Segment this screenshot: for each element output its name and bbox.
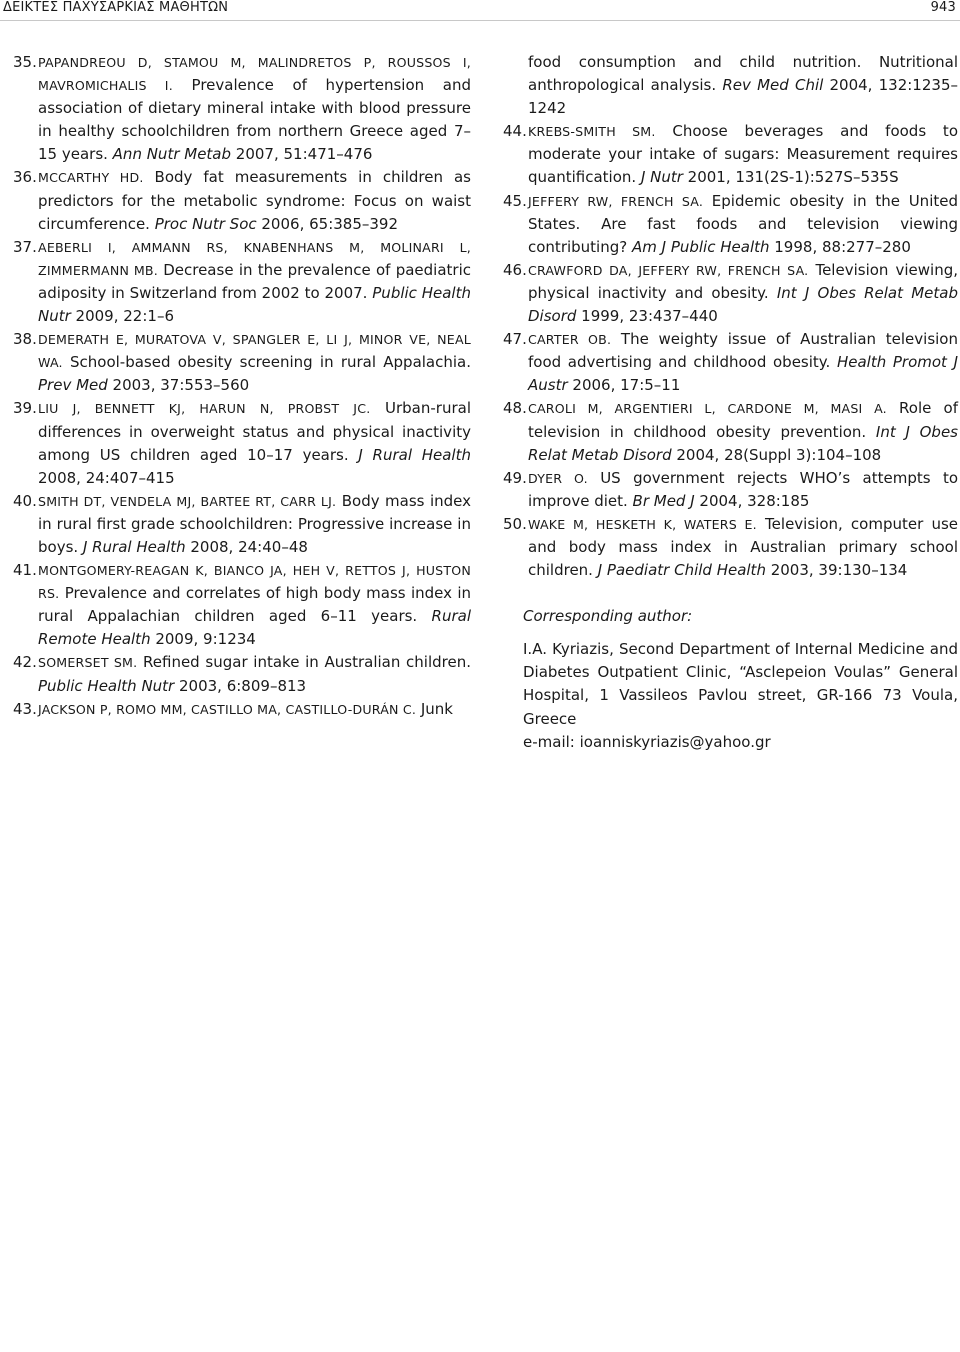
running-title: ΔΕΙΚΤΕΣ ΠΑΧΥΣΑΡΚΙΑΣ ΜΑΘΗΤΩΝ <box>3 0 229 15</box>
reference-journal: J Paediatr Child Health <box>597 561 766 580</box>
reference-details: 2006, 65:385–392 <box>256 214 399 233</box>
reference-title: Body fat measurements in children as predictors for the metabolic syndrome: Focus on waist circumference. <box>38 168 471 233</box>
reference-authors: LIU J, BENNETT KJ, HARUN N, PROBST JC. <box>38 401 371 417</box>
reference-journal: Br Med J <box>632 491 695 510</box>
reference-body <box>38 559 471 651</box>
reference-number: 49. <box>503 468 527 487</box>
reference-journal: Ann Nutr Metab <box>112 145 232 164</box>
reference-authors: CARTER OB. <box>528 332 612 348</box>
reference-body <box>528 190 958 259</box>
reference-journal: Am J Public Health <box>631 237 770 256</box>
reference-item <box>13 166 471 235</box>
reference-number: 35. <box>13 53 37 71</box>
reference-item <box>503 513 958 582</box>
reference-details: 1998, 88:277–280 <box>769 237 911 256</box>
reference-authors: MCCARTHY HD. <box>38 170 144 186</box>
reference-body <box>528 328 958 397</box>
reference-title: Junk <box>416 699 453 718</box>
reference-details: 2006, 17:5–11 <box>567 376 681 395</box>
reference-body <box>503 51 958 120</box>
reference-item <box>13 490 471 559</box>
reference-title: Role of television in childhood obesity prevention. <box>528 399 958 441</box>
reference-journal: J Rural Health <box>358 445 471 464</box>
reference-number: 41. <box>13 561 37 580</box>
reference-title: Television viewing, physical inactivity and obesity. <box>528 260 958 302</box>
reference-body <box>38 698 471 721</box>
reference-item <box>503 120 958 189</box>
reference-title: The weighty issue of Australian television food advertising and childhood obesity. <box>528 330 958 372</box>
reference-number: 37. <box>13 237 37 256</box>
reference-details: 2003, 37:553–560 <box>107 376 250 395</box>
reference-title: Epidemic obesity in the United States. Are fast foods and television viewing contributing? <box>528 191 958 256</box>
reference-number: 50. <box>503 514 527 533</box>
reference-title: Body mass index in rural first grade schoolchildren: Progressive increase in boys. <box>38 491 471 556</box>
reference-body <box>38 651 471 697</box>
reference-journal: Public Health Nutr <box>38 676 175 695</box>
reference-body <box>528 467 958 513</box>
reference-body <box>38 51 471 166</box>
corresponding-author-label: Corresponding author: <box>523 607 693 626</box>
reference-journal: Public Health Nutr <box>38 283 471 326</box>
corresponding-author-block <box>503 638 958 753</box>
reference-number: 43. <box>13 699 37 718</box>
reference-item <box>13 698 471 721</box>
reference-journal: Prev Med <box>38 376 108 395</box>
reference-authors: CRAWFORD DA, JEFFERY RW, FRENCH SA. <box>528 262 809 278</box>
reference-details: 2004, 328:185 <box>694 491 810 510</box>
reference-title: US government rejects WHO’s attempts to improve diet. <box>528 468 958 510</box>
reference-details: 2003, 6:809–813 <box>174 676 307 695</box>
reference-authors: SMITH DT, VENDELA MJ, BARTEE RT, CARR LJ. <box>38 493 337 509</box>
reference-item <box>13 651 471 697</box>
reference-number: 44. <box>503 122 527 141</box>
reference-authors: DYER O. <box>528 470 588 486</box>
reference-authors: PAPANDREOU D, STAMOU M, MALINDRETOS P, ROUSSOS I, MAVROMICHALIS I. <box>38 55 471 94</box>
reference-title: Television, computer use and body mass index in Australian primary school children. <box>528 514 958 580</box>
reference-journal: Proc Nutr Soc <box>154 214 257 233</box>
reference-item <box>503 467 958 513</box>
corresponding-author-email: e-mail: ioanniskyriazis@yahoo.gr <box>523 732 771 751</box>
reference-authors: KREBS-SMITH SM. <box>528 124 656 140</box>
reference-title: School-based obesity screening in rural Appalachia. <box>62 353 471 372</box>
corresponding-author-address: I.A. Kyriazis, Second Department of Internal Medicine and Diabetes Outpatient Clinic, “Asclepeion Voulas” General Hospital, 1 Vassileos Pavlou street, GR-166 73 Voula, Greece <box>523 640 958 728</box>
reference-body <box>38 166 471 235</box>
reference-authors: JACKSON P, ROMO MM, CASTILLO MA, CASTILLO-DURÁN C. <box>38 701 417 717</box>
reference-authors: WAKE M, HESKETH K, WATERS E. <box>528 516 757 532</box>
reference-item <box>13 328 471 397</box>
reference-item <box>503 328 958 397</box>
reference-authors: DEMERATH E, MURATOVA V, SPANGLER E, LI J, MINOR VE, NEAL WA. <box>38 332 471 371</box>
reference-number: 36. <box>13 168 37 187</box>
reference-title: Decrease in the prevalence of paediatric adiposity in Switzerland from 2002 to 2007. <box>38 260 471 302</box>
running-head <box>0 0 960 22</box>
reference-number: 40. <box>13 491 37 510</box>
reference-number: 47. <box>503 330 527 349</box>
reference-details: 2008, 24:407–415 <box>38 468 175 487</box>
reference-number: 38. <box>13 330 37 349</box>
reference-title: food consumption and child nutrition. Nutritional anthropological analysis. <box>528 53 958 95</box>
reference-item <box>13 236 471 328</box>
reference-journal: Health Promot J Austr <box>528 353 958 395</box>
reference-details: 2009, 22:1–6 <box>70 307 174 326</box>
reference-journal: Int J Obes Relat Metab Disord <box>528 283 958 326</box>
reference-details: 2008, 24:40–48 <box>185 537 308 556</box>
reference-authors: AEBERLI I, AMMANN RS, KNABENHANS M, MOLINARI L, ZIMMERMANN MB. <box>38 239 471 278</box>
reference-details: 2004, 28(Suppl 3):104–108 <box>671 445 882 464</box>
reference-number: 42. <box>13 653 37 672</box>
reference-body <box>38 490 471 559</box>
reference-item <box>503 190 958 259</box>
reference-journal: J Nutr <box>640 168 683 187</box>
reference-body <box>38 236 471 328</box>
reference-journal: Int J Obes Relat Metab Disord <box>528 422 958 464</box>
reference-journal: Rural Remote Health <box>38 607 471 649</box>
references-right-column <box>503 51 958 754</box>
reference-title: Choose beverages and foods to moderate your intake of sugars: Measurement requires quantification. <box>528 122 958 187</box>
reference-number: 46. <box>503 260 527 279</box>
reference-details: 2009, 9:1234 <box>150 630 256 649</box>
reference-body <box>528 120 958 189</box>
reference-number: 48. <box>503 399 527 418</box>
reference-title: Urban-rural differences in overweight status and physical inactivity among US children aged 10–17 years. <box>38 399 471 464</box>
reference-details: 2003, 39:130–134 <box>765 561 908 580</box>
reference-journal: J Rural Health <box>82 537 186 556</box>
reference-continuation <box>503 51 958 120</box>
reference-authors: JEFFERY RW, FRENCH SA. <box>528 193 704 209</box>
reference-body <box>38 328 471 397</box>
references-left-column <box>13 51 471 721</box>
reference-title: Prevalence of hypertension and association of dietary mineral intake with blood pressure in healthy schoolchildren from northern Greece aged 7–15 years. <box>38 76 471 164</box>
reference-body <box>38 397 471 489</box>
reference-title: Prevalence and correlates of high body mass index in rural Appalachian children aged 6–11 years. <box>38 584 471 626</box>
reference-authors: CAROLI M, ARGENTIERI L, CARDONE M, MASI A. <box>528 401 887 417</box>
header-rule <box>0 20 960 21</box>
reference-journal: Rev Med Chil <box>722 76 824 95</box>
reference-authors: SOMERSET SM. <box>38 655 138 671</box>
reference-authors: MONTGOMERY-REAGAN K, BIANCO JA, HEH V, RETTOS J, HUSTON RS. <box>38 563 471 602</box>
reference-body <box>528 259 958 328</box>
reference-item <box>13 397 471 489</box>
reference-body <box>528 397 958 466</box>
page-number: 943 <box>930 0 956 15</box>
reference-body <box>528 513 958 582</box>
reference-number: 45. <box>503 191 527 210</box>
reference-details: 2001, 131(2S-1):527S–535S <box>682 168 899 187</box>
reference-item <box>13 51 471 166</box>
reference-details: 1999, 23:437–440 <box>576 307 718 326</box>
reference-item <box>503 397 958 466</box>
reference-number: 39. <box>13 399 37 418</box>
reference-item <box>503 259 958 328</box>
reference-title: Refined sugar intake in Australian children. <box>137 653 472 672</box>
reference-details: 2007, 51:471–476 <box>231 145 373 164</box>
reference-details: 2004, 132:1235–1242 <box>528 76 958 118</box>
reference-item <box>13 559 471 651</box>
